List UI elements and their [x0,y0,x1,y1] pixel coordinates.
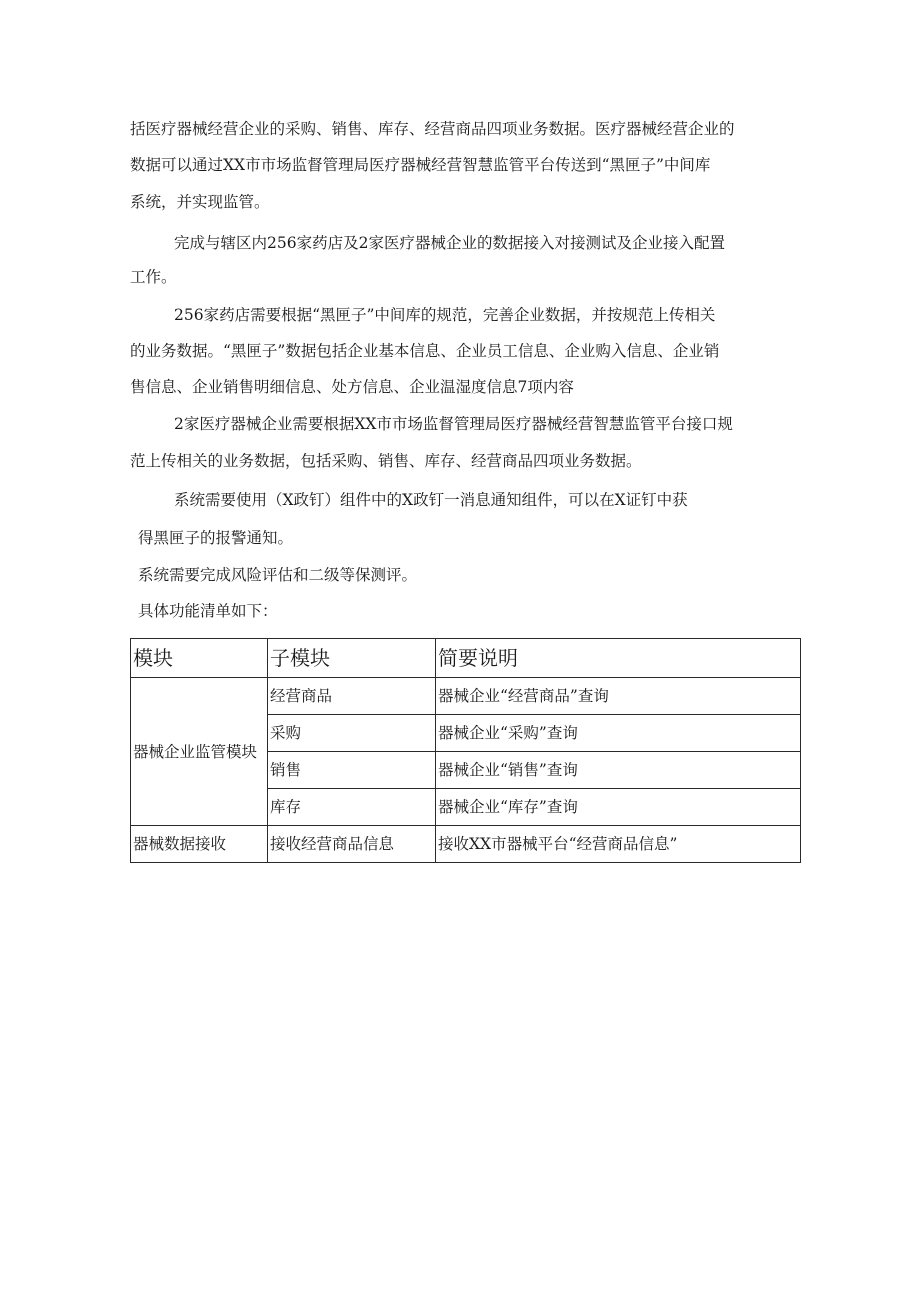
submodule-cell: 接收经营商品信息 [268,826,436,863]
paragraph-line: 工作。 [130,268,177,286]
paragraph-line: 范上传相关的业务数据，包括采购、销售、库存、经营商品四项业务数据。 [130,452,642,470]
paragraph-line: 括医疗器械经营企业的采购、销售、库存、经营商品四项业务数据。医疗器械经营企业的 [130,120,735,138]
header-description: 简要说明 [436,639,801,678]
submodule-cell: 库存 [268,789,436,826]
description-cell: 接收XX市器械平台“经营商品信息” [436,826,801,863]
description-cell: 器械企业“采购”查询 [436,715,801,752]
paragraph-line: 售信息、企业销售明细信息、处方信息、企业温湿度信息7项内容 [130,378,574,396]
paragraph-line: 的业务数据。“黑匣子”数据包括企业基本信息、企业员工信息、企业购入信息、企业销 [130,342,720,360]
paragraph-line: 完成与辖区内256家药店及2家医疗器械企业的数据接入对接测试及企业接入配置 [174,234,725,252]
paragraph-line: 得黑匣子的报警通知。 [138,529,294,547]
header-module: 模块 [131,639,268,678]
paragraph-line: 256家药店需要根据“黑匣子”中间库的规范，完善企业数据，并按规范上传相关 [174,306,716,324]
submodule-cell: 经营商品 [268,678,436,715]
paragraph-line: 2家医疗器械企业需要根据XX市市场监督管理局医疗器械经营智慧监管平台接口规 [174,415,733,433]
function-list-table [130,638,801,863]
submodule-cell: 销售 [268,752,436,789]
table-header-row [131,639,801,678]
table-row [131,678,801,715]
paragraph-line: 系统需要使用（X政钉）组件中的X政钉一消息通知组件，可以在X证钉中获 [174,491,688,509]
module-cell: 器械数据接收 [131,826,268,863]
paragraph-line: 数据可以通过XX市市场监督管理局医疗器械经营智慧监管平台传送到“黑匣子”中间库 [130,156,711,174]
header-submodule: 子模块 [268,639,436,678]
description-cell: 器械企业“库存”查询 [436,789,801,826]
description-cell: 器械企业“销售”查询 [436,752,801,789]
paragraph-line: 具体功能清单如下： [138,602,278,620]
submodule-cell: 采购 [268,715,436,752]
paragraph-line: 系统需要完成风险评估和二级等保测评。 [138,566,418,584]
module-cell: 器械企业监管模块 [131,678,268,826]
table-row [131,826,801,863]
paragraph-line: 系统，并实现监管。 [130,193,270,211]
description-cell: 器械企业“经营商品”查询 [436,678,801,715]
